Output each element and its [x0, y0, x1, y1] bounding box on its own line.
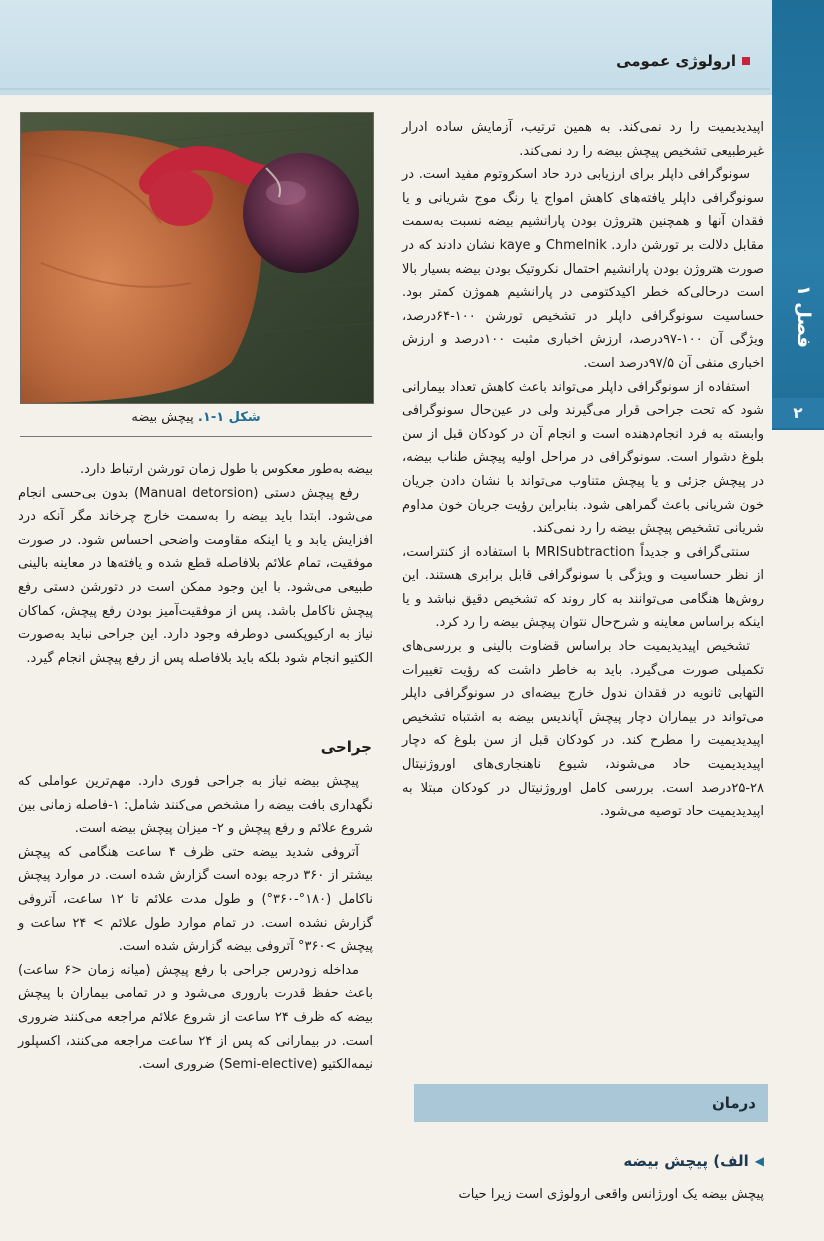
chapter-side-tab	[772, 0, 824, 430]
subsection-heading-text: الف) پیچش بیضه	[623, 1152, 749, 1170]
header-band	[0, 0, 824, 95]
paragraph: تشخیص اپیدیدیمیت حاد براساس قضاوت بالینی و بررسی‌های تکمیلی صورت می‌گیرد. باید به خاطر داشت که رؤیت تغییرات التهابی ثانویه در فقدان ندول خارج بیضه‌ای در سونوگرافی داپلر می‌تواند در بیماران دچار پیچش آپاندیس بیضه به اشتباه تشخیص اپیدیدیمیت را مطرح کند. در کودکان قبل از سن بلوغ که دچار اپیدیدیمیت حاد می‌شوند، شیوع ناهنجاری‌های اوروژنیتال ۲۸-۲۵درصد است. بررسی کامل اوروژنیتال در کودکان مبتلا به اپیدیدیمیت حاد توصیه می‌شود.	[402, 639, 764, 820]
paragraph: استفاده از سونوگرافی داپلر می‌تواند باعث کاهش تعداد بیمارانی شود که تحت جراحی قرار می‌گیرند ولی در عین‌حال سونوگرافی وابسته به فرد انجام‌دهنده است و انجام آن در کودکان قبل از سن بلوغ دشوار است. سونوگرافی در مراحل اولیه پیچش طناب بیضه، در پیچش جزئی و یا پیچش متناوب می‌تواند با نشان دادن جریان خون شریانی باعث گمراهی شود. بنابراین رؤیت جریان خون مداوم شریانی تشخیص پیچش بیضه را رد نمی‌کند.	[402, 379, 764, 537]
text-column-right	[402, 116, 764, 824]
figure-caption	[20, 410, 372, 437]
triangle-bullet-icon: ◀	[754, 1154, 764, 1168]
figure-label: شکل ۱-۱.	[197, 410, 261, 425]
chapter-title-text: ارولوژی عمومی	[616, 52, 736, 70]
paragraph: مداخله زودرس جراحی با رفع پیچش (میانه زمان <۶ ساعت) باعث حفظ قدرت باروری می‌شود و در تمامی بیماران با پیچش بیضه که ظرف ۲۴ ساعت از شروع علائم مراجعه می‌کنند ضروری است. در بیمارانی که پس از ۲۴ ساعت مراجعه می‌کنند، اکسپلور نیمه‌الکتیو (Semi-elective) ضروری است.	[18, 962, 373, 1073]
paragraph: آتروفی شدید بیضه حتی ظرف ۴ ساعت هنگامی که پیچش بیشتر از ۳۶۰ درجه بوده است گزارش شده است. در موارد پیچش ناکامل (۱۸۰°-۳۶۰°) و طول مدت علائم تا ۱۲ ساعت، آتروفی گزارش نشده است. در تمام موارد طول علائم > ۲۴ ساعت و پیچش >۳۶۰° آتروفی بیضه گزارش شده است.	[18, 844, 374, 955]
paragraph: اپیدیدیمیت را رد نمی‌کند. به همین ترتیب، آزمایش ساده ادرار غیرطبیعی تشخیص پیچش بیضه را رد نمی‌کند.	[402, 120, 764, 159]
paragraph: سونوگرافی داپلر برای ارزیابی درد حاد اسکروتوم مفید است. در سونوگرافی داپلر یافته‌های کاهش امواج یا رنگ موج شریانی و یا فقدان آنها و همچنین هتروژن بودن پارانشیم بیضه نسبت به‌سمت مقابل دلالت بر تورشن دارد. Chmelnik و kaye نشان دادند که در صورت هتروژن بودن پارانشیم احتمال نکروتیک بودن بیضه بسیار بالا است درحالی‌که خطر اکیدکتومی در پارانشیم هموژن کمتر بود. حساسیت سونوگرافی داپلر در تشخیص تورشن ۱۰۰-۶۴درصد، ویژگی آن ۱۰۰-۹۷درصد، ارزش اخباری مثبت ۱۰۰درصد و ارزش اخباری منفی آن ۹۷/۵درصد است.	[402, 167, 764, 371]
paragraph: سنتی‌گرافی و جدیداً MRISubtraction با استفاده از کنتراست، از نظر حساسیت و ویژگی با سونوگرافی قابل برابری هستند. این روش‌ها هنگامی می‌توانند به کار روند که تشخیص دقیق نباشد و یا اینکه براساس معاینه و شرح‌حال نتوان پیچش بیضه را رد کرد.	[402, 544, 764, 631]
text-column-left-surgery	[18, 770, 373, 1077]
figure-caption-text: پیچش بیضه	[131, 410, 194, 425]
surgery-heading: جراحی	[320, 738, 372, 756]
square-bullet-icon	[742, 57, 750, 65]
subsection-heading	[404, 1152, 764, 1170]
chapter-title	[616, 52, 750, 70]
text-column-left	[18, 458, 373, 670]
page-number: ۲	[772, 398, 824, 428]
section-heading-treatment: درمان	[414, 1084, 768, 1122]
clinical-photo	[21, 113, 373, 403]
paragraph: بیضه به‌طور معکوس با طول زمان تورشن ارتباط دارد.	[79, 462, 373, 477]
header-divider	[0, 88, 770, 98]
figure-testicular-torsion-photo	[20, 112, 374, 404]
chapter-side-tab-label: فصل ۱	[793, 285, 814, 348]
paragraph: پیچش بیضه نیاز به جراحی فوری دارد. مهم‌ترین عواملی که نگهداری بافت بیضه را مشخص می‌کنند شامل: ۱-فاصله زمانی بین شروع علائم و رفع پیچش و ۲- میزان پیچش بیضه است.	[18, 774, 373, 837]
paragraph: پیچش بیضه یک اورژانس واقعی ارولوژی است زیرا حیات	[458, 1187, 764, 1202]
paragraph: رفع پیچش دستی (Manual detorsion) بدون بی‌حسی انجام می‌شود. ابتدا باید بیضه را به‌سمت خارج چرخاند مگر آنکه درد افزایش یابد و یا اینکه مقاومت واضحی احساس شود. در صورت موفقیت، تمام علائم بلافاصله قطع شده و یافته‌ها در معاینه بالینی طبیعی می‌شود. با این وجود ممکن است در دتورشن دستی رفع پیچش ناکامل باشد. پس از موفقیت‌آمیز بودن رفع پیچش، کماکان نیاز به ارکیوپکسی دوطرفه وجود دارد. این جراحی نباید به‌صورت الکتیو انجام شود بلکه باید بلافاصله پس از رفع پیچش انجام گیرد.	[18, 485, 373, 666]
